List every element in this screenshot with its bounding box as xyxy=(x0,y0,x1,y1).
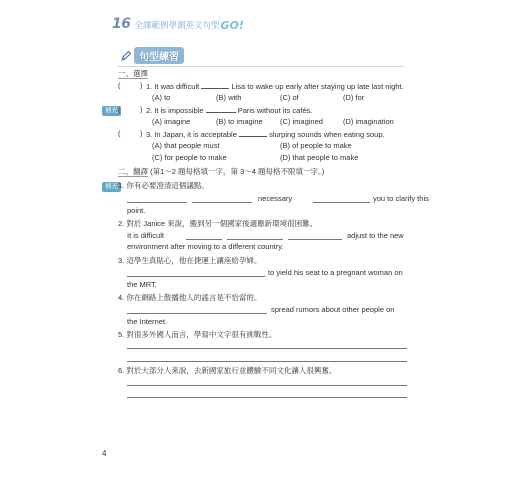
p2-q1-blank-1[interactable] xyxy=(127,202,187,203)
page-header xyxy=(112,16,244,32)
section-title-text: 句型練習 xyxy=(134,47,184,64)
q2-paren-open: ( xyxy=(118,105,121,114)
pencil-icon xyxy=(120,50,132,62)
p2-q4-blank[interactable] xyxy=(127,313,267,314)
q2-stem: 2. It is impossible Paris without its cafés. xyxy=(146,106,313,115)
q2-option-d[interactable]: (D) imagination xyxy=(343,117,394,126)
q3-option-b[interactable]: (B) of people to make xyxy=(280,141,352,150)
q3-stem: 3. In Japan, it is acceptable slurping sounds when eating soup. xyxy=(146,130,385,139)
q2-option-c[interactable]: (C) imagined xyxy=(280,117,323,126)
p2-q1-end: you to clarify this xyxy=(373,194,429,203)
p2-q5-answer-line-2[interactable] xyxy=(127,361,407,362)
q2-paren-close: ) xyxy=(140,105,143,114)
p2-q4-end: spread rumors about other people on xyxy=(271,305,395,314)
q3-option-a[interactable]: (A) that people must xyxy=(152,141,220,150)
header-go: GO! xyxy=(220,19,244,32)
p2-q2-blank-1[interactable] xyxy=(186,239,222,240)
q2-option-b[interactable]: (B) to imagine xyxy=(216,117,263,126)
q1-option-b[interactable]: (B) with xyxy=(216,93,242,102)
page-number: 4 xyxy=(102,449,107,458)
q3-option-c[interactable]: (C) for people to make xyxy=(152,153,227,162)
p2-q4-cont: the Internet. xyxy=(127,317,168,326)
p2-q1-mid: necessary xyxy=(258,194,293,203)
p2-q3-end: to yield his seat to a pregnant woman on xyxy=(268,268,403,277)
q1-paren-open: ( xyxy=(118,81,121,90)
header-title: 全課範例學測英文句型 xyxy=(134,20,220,30)
p2-q4-chinese: 4. 你在網路上散播他人的謠言是不恰當的。 xyxy=(118,293,262,302)
p2-q2-blank-2[interactable] xyxy=(227,239,283,240)
p2-q3-chinese: 3. 這學生真貼心，他在捷運上讓座給孕婦。 xyxy=(118,256,262,265)
p2-q3-blank[interactable] xyxy=(127,276,265,277)
p2-q6-answer-line-2[interactable] xyxy=(127,397,407,398)
q2-option-a[interactable]: (A) imagine xyxy=(152,117,191,126)
q3-paren-open: ( xyxy=(118,129,121,138)
q2-blank[interactable] xyxy=(206,105,236,113)
part2-instruction: (第1～2 題每格填一字，第 3～4 題每格不限填一字。) xyxy=(150,167,325,176)
p2-q3-cont: the MRT. xyxy=(127,280,157,289)
q3-blank[interactable] xyxy=(239,129,267,137)
p2-q2-cont: environment after moving to a different country. xyxy=(127,242,284,251)
part1-label: 一、選擇 xyxy=(118,69,148,78)
part2-supplement-tag: 補充 xyxy=(102,182,121,192)
p2-q5-answer-line-1[interactable] xyxy=(127,348,407,349)
q1-option-d[interactable]: (D) for xyxy=(343,93,365,102)
p2-q6-chinese: 6. 對於大部分人來說，去新國家旅行並體驗不同文化讓人很興奮。 xyxy=(118,366,337,375)
q1-option-c[interactable]: (C) of xyxy=(280,93,299,102)
p2-q1-chinese: 1. 你有必要澄清這個議點。 xyxy=(118,181,209,190)
p2-q1-blank-2[interactable] xyxy=(192,202,252,203)
q1-paren-close: ) xyxy=(140,81,143,90)
q3-paren-close: ) xyxy=(140,129,143,138)
p2-q2-start: It is difficult xyxy=(127,231,164,240)
q1-blank[interactable] xyxy=(201,81,229,89)
p2-q5-chinese: 5. 對很多外國人而言，學寫中文字很有挑戰性。 xyxy=(118,330,277,339)
p2-q2-blank-3[interactable] xyxy=(288,239,342,240)
q3-option-d[interactable]: (D) that people to make xyxy=(280,153,359,162)
q1-option-a[interactable]: (A) to xyxy=(152,93,171,102)
section-title xyxy=(120,47,184,64)
part1-supplement-tag: 補充 xyxy=(102,106,121,116)
p2-q1-cont: point. xyxy=(127,206,146,215)
part2-heading xyxy=(118,167,324,177)
header-number: 16 xyxy=(112,16,131,32)
p2-q2-end: adjust to the new xyxy=(347,231,404,240)
part2-label: 二、翻譯 xyxy=(118,167,148,176)
p2-q6-answer-line-1[interactable] xyxy=(127,385,407,386)
p2-q1-blank-3[interactable] xyxy=(313,202,370,203)
section-rule xyxy=(118,66,404,67)
q1-stem: 1. It was difficult Lisa to wake up early after staying up late last night. xyxy=(146,82,404,91)
p2-q2-chinese: 2. 對於 Janice 來說，搬到另一個國家後適應新環境很困難。 xyxy=(118,219,318,228)
